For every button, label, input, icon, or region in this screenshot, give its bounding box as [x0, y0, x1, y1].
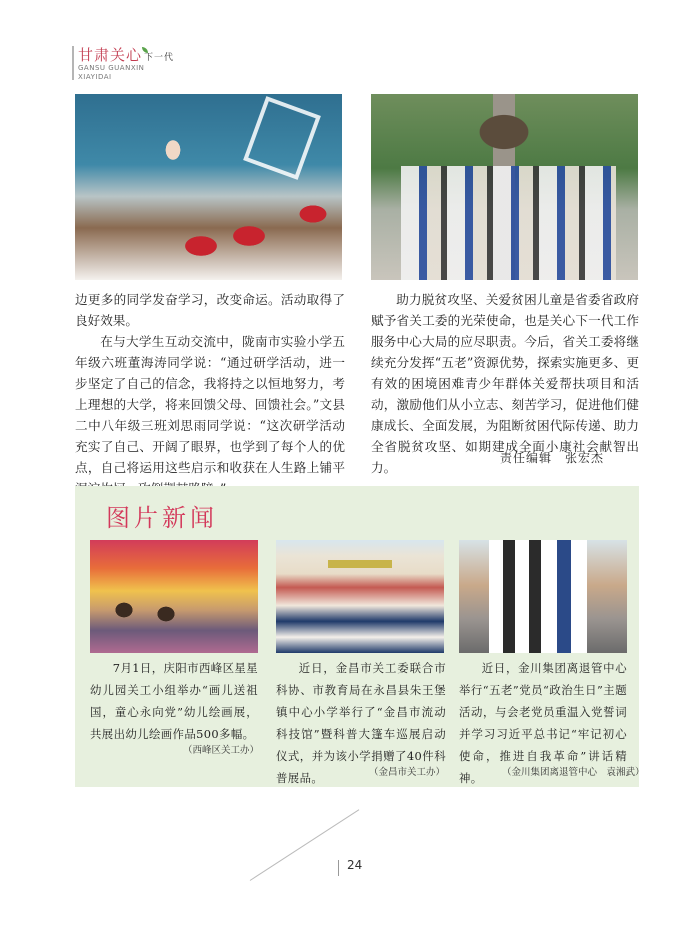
responsible-editor: 责任编辑 张宏杰 — [500, 451, 605, 465]
footer-decorative-line — [250, 809, 363, 881]
photo-news-section — [75, 486, 645, 787]
photo-study-lecture — [75, 94, 342, 280]
news-caption-2: 近日，金昌市关工委联合市科协、市教育局在永昌县朱王堡镇中心小学举行了“金昌市流动科技馆”暨科普大篷车巡展启动仪式，并为该小学捐赠了40件科普展品。 — [276, 661, 446, 785]
news-photo-kindergarten-art — [90, 540, 258, 653]
article-paragraph: 边更多的同学发奋学习，改变命运。活动取得了良好效果。 — [75, 292, 345, 328]
logo-english-line2: XIAYIDAI — [78, 73, 112, 81]
article-paragraph: 助力脱贫攻坚、关爱贫困儿童是省委省政府赋予省关工委的光荣使命，也是关心下一代工作服务中心大局的应尽职责。今后，省关工委将继续充分发挥“五老”资源优势，探索实施更多、更有效的困境困难青少年群体关爱帮扶项目和活动，激励他们从小立志、刻苦学习，促进他们健康成长、全面发展，为阻断贫困代际传递、助力全省脱贫攻坚、如期建成全面小康社会献智出力。 — [371, 292, 639, 475]
photo-sign-shape — [328, 560, 392, 568]
news-source-2: （金昌市关工办） — [369, 767, 446, 778]
magazine-logo — [72, 44, 182, 86]
page-number-divider — [338, 860, 339, 876]
news-photo-party-oath — [459, 540, 627, 653]
photo-window-shape — [243, 96, 321, 180]
news-caption-3: 近日，金川集团离退管中心举行“五老”党员“政治生日”主题活动，与会老党员重温入党誓词并学习习近平总书记“牢记初心使命，推进自我革命”讲话精神。 — [459, 661, 627, 785]
news-photo-science-caravan — [276, 540, 444, 653]
photo-people-shape — [401, 166, 616, 280]
news-source-1: （西峰区关工办） — [183, 745, 260, 756]
news-caption-1: 7月1日，庆阳市西峰区星星幼儿园关工小组举办“画儿送祖国，童心永向党”幼儿绘画展，共展出幼儿绘画作品500多幅。 — [90, 661, 258, 741]
logo-title-sub: 下一代 — [144, 53, 175, 63]
page-number: 24 — [347, 858, 363, 872]
logo-title: 甘肃关心 下一代 — [78, 46, 175, 64]
photo-group-statue — [371, 94, 638, 280]
news-source-3: （金川集团离退管中心 袁湘武） — [502, 767, 645, 778]
article-paragraph: 在与大学生互动交流中，陇南市实验小学五年级六班董海涛同学说：“通过研学活动，进一步坚定了自己的信念，我将持之以恒地努力，考上理想的大学，将来回馈父母、回馈社会。”文县二中八年级三班刘思雨同学说：“这次研学活动充实了自己、开阔了眼界，也学到了每个人的优点，自己将运用这些启示和收获在人生路上铺平 — [75, 334, 345, 475]
logo-english-line1: GANSU GUANXIN — [78, 64, 145, 72]
logo-bar — [72, 46, 74, 80]
article-column-left — [75, 289, 345, 499]
photo-news-title: 图片新闻 — [106, 504, 218, 532]
